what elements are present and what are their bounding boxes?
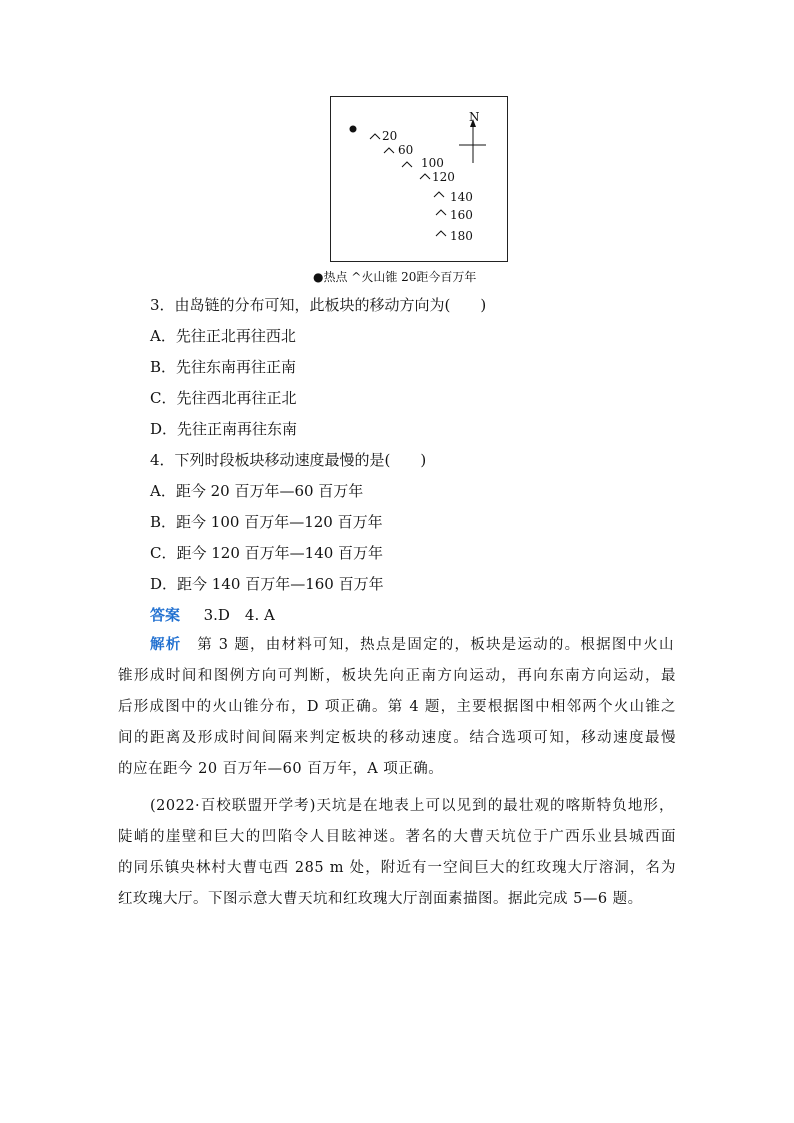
cone-label: 120 [432, 170, 455, 184]
hotspot-marker [350, 126, 357, 133]
north-label: N [469, 110, 480, 124]
question-4-stem: 4．下列时段板块移动速度最慢的是( ) [150, 451, 427, 469]
option-d: D．先往正南再往东南 [150, 420, 298, 438]
volcano-cone-icon [370, 134, 380, 139]
option-b: B．先往东南再往正南 [150, 358, 297, 376]
material-line: 陡峭的崖壁和巨大的凹陷令人目眩神迷。著名的大曹天坑位于广西乐业县城西面 [118, 829, 676, 845]
analysis-line: 锥形成时间和图例方向可判断，板块先向正南方向运动，再向东南方向运动，最 [118, 668, 676, 684]
volcano-cone-icon [436, 210, 446, 215]
answer-label: 答案 [150, 606, 181, 624]
volcano-cone-icon [384, 148, 394, 153]
volcano-cone-icon [436, 231, 446, 236]
material-line: 的同乐镇央林村大曹屯西 285 m 处，附近有一空间巨大的红玫瑰大厅溶洞，名为 [118, 860, 676, 876]
material-line: 红玫瑰大厅。下图示意大曹天坑和红玫瑰大厅剖面素描图。据此完成 5—6 题。 [118, 891, 643, 907]
analysis-label: 解析 [150, 636, 182, 653]
cone-label: 180 [450, 229, 473, 243]
question-3-stem: 3．由岛链的分布可知，此板块的移动方向为( ) [150, 296, 487, 314]
cone-label: 100 [421, 156, 444, 170]
answer-line [150, 608, 275, 623]
option-c: C．先往西北再往正北 [150, 389, 297, 407]
material-source: (2022·百校联盟开学考) [150, 798, 316, 814]
material-line: (2022·百校联盟开学考)天坑是在地表上可以见到的最壮观的喀斯特负地形， [150, 798, 674, 814]
analysis-line: 解析 第 3 题，由材料可知，热点是固定的，板块是运动的。根据图中火山 [150, 636, 675, 653]
option-a: A．先往正北再往西北 [150, 327, 296, 345]
answer-text: 3.D 4. A [203, 606, 275, 624]
option-c: C．距今 120 百万年—140 百万年 [150, 544, 384, 562]
cone-label: 140 [450, 190, 473, 204]
cone-label: 60 [398, 143, 414, 157]
cone-label: 20 [382, 129, 398, 143]
volcano-cone-icon [402, 162, 412, 167]
analysis-line: 的应在距今 20 百万年—60 百万年，A 项正确。 [118, 761, 444, 777]
option-d: D．距今 140 百万年—160 百万年 [150, 575, 384, 593]
analysis-line: 间的距离及形成时间间隔来判定板块的移动速度。结合选项可知，移动速度最慢 [118, 730, 676, 746]
option-b: B．距今 100 百万年—120 百万年 [150, 513, 383, 531]
north-arrow-icon [459, 119, 486, 163]
hotspot-map-figure [330, 96, 508, 262]
hotspot-map-svg [331, 97, 509, 263]
volcano-cone-icon [434, 192, 444, 197]
analysis-line: 后形成图中的火山锥分布，D 项正确。第 4 题，主要根据图中相邻两个火山锥之 [118, 699, 676, 715]
figure-legend: ●热点 ^火山锥 20距今百万年 [313, 270, 477, 284]
option-a: A．距今 20 百万年—60 百万年 [150, 482, 364, 500]
cone-label: 160 [450, 208, 473, 222]
volcano-cone-icon [420, 174, 430, 179]
